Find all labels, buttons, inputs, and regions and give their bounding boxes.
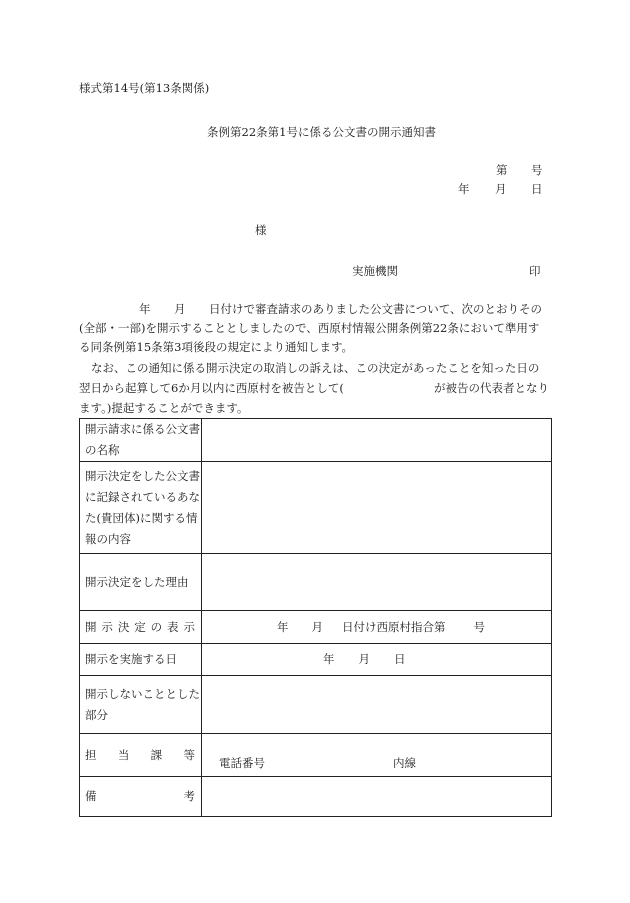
row3-label: 開示決定をした理由	[80, 554, 202, 611]
p2-line3: ます。)提起することができます。	[79, 401, 249, 415]
table-row	[80, 419, 552, 462]
document-title: 条例第22条第1号に係る公文書の開示通知書	[207, 125, 436, 139]
row8-value[interactable]	[202, 777, 552, 817]
table-row	[80, 644, 552, 676]
p2-line2b: が被告の代表者となり	[434, 381, 549, 395]
p1-line3: る同条例第15条第3項後段の規定により通知します。	[79, 340, 354, 354]
row7-label: 担 当 課 等	[80, 734, 202, 777]
p1-year: 年	[139, 302, 151, 316]
p2-line1: なお、この通知に係る開示決定の取消しの訴えは、この決定があったことを知った日の	[91, 361, 540, 375]
p1-month: 月	[174, 302, 186, 316]
notice-table	[79, 418, 552, 817]
row4-go: 号	[473, 619, 485, 634]
p1-line1: 日付けで審査請求のありました公文書について、次のとおりその	[209, 302, 543, 316]
row1-label: 開示請求に係る公文書の名称	[80, 419, 202, 462]
row2-value[interactable]	[202, 462, 552, 554]
row5-value[interactable]	[202, 644, 552, 676]
row4-label: 開 示 決 定 の 表 示	[80, 611, 202, 644]
doc-number-go: 号	[531, 163, 543, 177]
date-day: 日	[531, 182, 543, 196]
seal-mark: 印	[529, 264, 541, 278]
row7-phone-label: 電話番号	[219, 756, 265, 770]
row4-value[interactable]	[202, 611, 552, 644]
table-row	[80, 734, 552, 777]
row5-month: 月	[358, 652, 370, 666]
row7-ext-label: 内線	[393, 756, 416, 770]
table-row	[80, 462, 552, 554]
table-row	[80, 676, 552, 734]
p2-line2a: 翌日から起算して6か月以内に西原村を被告として(	[79, 381, 344, 395]
addressee-sama: 様	[255, 223, 267, 237]
row8-label: 備 考	[80, 777, 202, 817]
table-row	[80, 611, 552, 644]
date-month: 月	[495, 182, 507, 196]
form-number: 様式第14号(第13条関係)	[79, 81, 210, 95]
row5-year: 年	[323, 652, 335, 666]
row5-day: 日	[394, 652, 406, 666]
row1-value[interactable]	[202, 419, 552, 462]
row4-year: 年	[277, 619, 289, 634]
doc-number-dai: 第	[496, 163, 508, 177]
p1-line2: (全部・一部)を開示することとしましたので、西原村情報公開条例第22条において準用す	[79, 321, 540, 335]
table-row	[80, 777, 552, 817]
agency-label: 実施機関	[352, 264, 398, 278]
table-row	[80, 554, 552, 611]
row4-month: 月	[311, 619, 323, 634]
row4-suffix: 日付け西原村指合第	[342, 619, 446, 634]
row5-label: 開示を実施する日	[80, 644, 202, 676]
row6-value[interactable]	[202, 676, 552, 734]
row6-label: 開示しないこととした部分	[80, 676, 202, 734]
date-year: 年	[458, 182, 470, 196]
row2-label: 開示決定をした公文書に記録されているあなた(貴団体)に関する情報の内容	[80, 462, 202, 554]
row7-value[interactable]	[202, 734, 552, 777]
row3-value[interactable]	[202, 554, 552, 611]
